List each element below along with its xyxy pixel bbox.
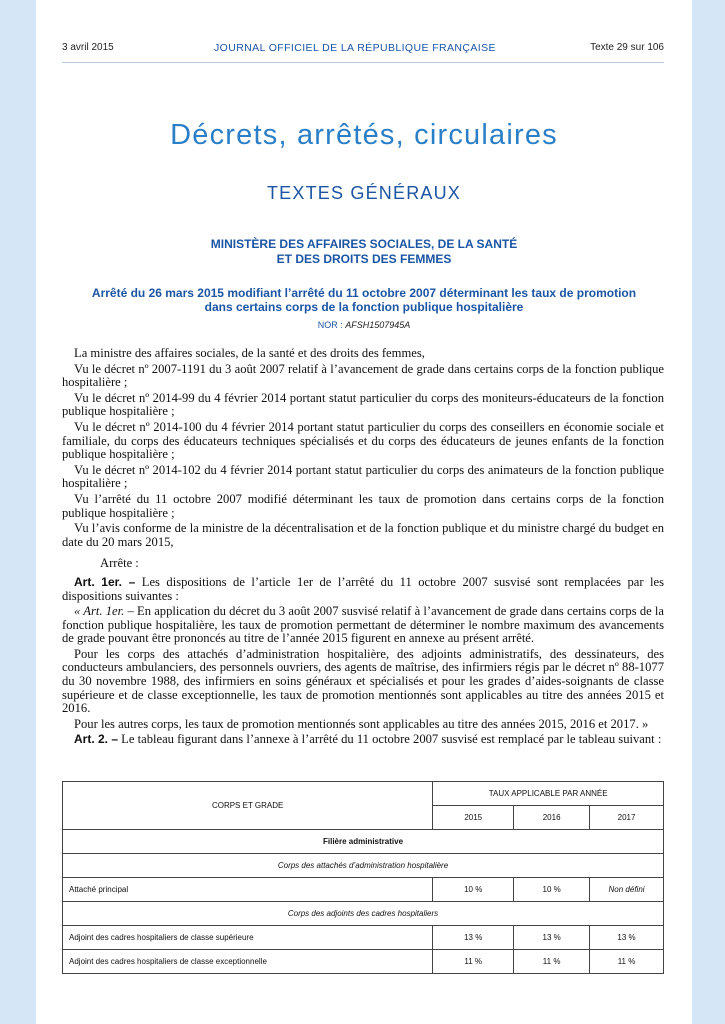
header-year-2015: 2015 xyxy=(433,806,514,830)
article-1-text: Les dispositions de l’article 1er de l’arrêté du 11 octobre 2007 susvisé sont remplacées par les dispositions suivantes : xyxy=(62,574,664,603)
article-1-paragraph-2: Pour les corps des attachés d’administration hospitalière, des adjoints administratifs, des dessinateurs, des conducteurs ambulanciers, des personnels ouvriers, des agents de maîtrise, des infirmiers régis par le décret nº 88-1077 du 30 novembre 1988, des infirmiers en soins généraux et spécialisés et pour les grades d’aides-soignants de classe supérieure et de classe exceptionnelle, les taux de promotion mentionnés sont applicables au titre des années 2015 et 2016. xyxy=(62,646,664,716)
section-title: Décrets, arrêtés, circulaires xyxy=(170,119,558,151)
visa-paragraph: Vu l’arrêté du 11 octobre 2007 modifié déterminant les taux de promotion dans certains corps de la fonction publique hospitalière ; xyxy=(62,491,664,520)
nor-code: AFSH1507945A xyxy=(345,320,411,330)
document-body xyxy=(62,347,664,749)
arrete-heading: Arrête : xyxy=(100,556,139,571)
visa-paragraph: Vu le décret nº 2007-1191 du 3 août 2007 relatif à l’avancement de grade dans certains corps de la fonction publique hospitalière ; xyxy=(62,361,664,390)
filiere-heading: Filière administrative xyxy=(63,830,664,854)
table-row xyxy=(63,878,664,902)
rate-cell: Non défini xyxy=(590,878,664,902)
visa-paragraph: La ministre des affaires sociales, de la santé et des droits des femmes, xyxy=(74,346,425,360)
visa-paragraph: Vu le décret nº 2014-102 du 4 février 2014 portant statut particulier du corps des animateurs de la fonction publique hospitalière ; xyxy=(62,462,664,491)
ministry-name xyxy=(36,237,692,267)
nor-reference xyxy=(36,320,692,330)
corps-heading: Corps des adjoints des cadres hospitaliers xyxy=(63,902,664,926)
grade-cell: Attaché principal xyxy=(63,878,433,902)
article-2-label: Art. 2. – xyxy=(74,732,119,747)
table-header-row xyxy=(63,782,664,806)
table-row xyxy=(63,830,664,854)
rate-cell: 10 % xyxy=(514,878,590,902)
rate-cell: 13 % xyxy=(514,926,590,950)
article-1-quote-label: « Art. 1er. – xyxy=(74,604,134,619)
header-divider xyxy=(62,62,664,63)
header-date: 3 avril 2015 xyxy=(62,42,114,53)
header-journal-name: JOURNAL OFFICIEL DE LA RÉPUBLIQUE FRANÇAISE xyxy=(214,42,496,54)
arrete-title xyxy=(36,286,692,314)
ministry-line-2: ET DES DROITS DES FEMMES xyxy=(276,252,452,266)
nor-label: NOR : xyxy=(317,320,343,330)
visa-paragraph: Vu le décret nº 2014-99 du 4 février 2014 portant statut particulier du corps des moniteurs-éducateurs de la fonction publique hospitalière ; xyxy=(62,390,664,419)
corps-heading: Corps des attachés d’administration hospitalière xyxy=(63,854,664,878)
ministry-line-1: MINISTÈRE DES AFFAIRES SOCIALES, DE LA SANTÉ xyxy=(210,237,518,251)
right-margin-band xyxy=(692,0,725,1024)
visa-paragraph: Vu l’avis conforme de la ministre de la décentralisation et de la fonction publique et du ministre chargé du budget en date du 20 mars 2015, xyxy=(62,521,664,549)
document-page xyxy=(36,0,692,1024)
grade-cell: Adjoint des cadres hospitaliers de classe exceptionnelle xyxy=(63,950,433,974)
table-row xyxy=(63,902,664,926)
promotion-rates-table xyxy=(62,781,664,974)
arrete-title-line-1: Arrêté du 26 mars 2015 modifiant l’arrêté du 11 octobre 2007 déterminant les taux de promotion xyxy=(91,286,637,300)
article-1-paragraph-3: Pour les autres corps, les taux de promotion mentionnés sont applicables au titre des années 2015, 2016 et 2017. » xyxy=(74,716,649,731)
rate-cell: 11 % xyxy=(514,950,590,974)
rate-cell: 13 % xyxy=(433,926,514,950)
article-1-label: Art. 1er. – xyxy=(74,574,136,589)
header-corps-et-grade: CORPS ET GRADE xyxy=(63,782,433,830)
visa-paragraph: Vu le décret nº 2014-100 du 4 février 2014 portant statut particulier du corps des conseillers en économie sociale et familiale, du corps des éducateurs techniques spécialisés et du corps des éducateurs de jeunes enfants de la fonction publique hospitalière ; xyxy=(62,419,664,462)
article-2 xyxy=(62,733,664,747)
rate-cell: 10 % xyxy=(433,878,514,902)
header-text-number: Texte 29 sur 106 xyxy=(590,42,664,53)
article-1-quote xyxy=(62,605,664,646)
rate-cell: 11 % xyxy=(590,950,664,974)
rate-cell: 13 % xyxy=(590,926,664,950)
table-row xyxy=(63,950,664,974)
page-header xyxy=(62,42,664,58)
rate-cell: 11 % xyxy=(433,950,514,974)
left-margin-band xyxy=(0,0,36,1024)
subsection-title: TEXTES GÉNÉRAUX xyxy=(266,183,462,203)
grade-cell: Adjoint des cadres hospitaliers de classe supérieure xyxy=(63,926,433,950)
table-row xyxy=(63,926,664,950)
header-year-2016: 2016 xyxy=(514,806,590,830)
arrete-title-line-2: dans certains corps de la fonction publique hospitalière xyxy=(204,300,524,314)
header-year-2017: 2017 xyxy=(590,806,664,830)
header-taux-applicable: TAUX APPLICABLE PAR ANNÉE xyxy=(433,782,664,806)
article-1 xyxy=(62,576,664,603)
article-2-text: Le tableau figurant dans l’annexe à l’arrêté du 11 octobre 2007 susvisé est remplacé par le tableau suivant : xyxy=(121,732,662,747)
article-1-quote-text: En application du décret du 3 août 2007 susvisé relatif à l’avancement de grade dans certains corps de la fonction publique hospitalière, les taux de promotion permettant de déterminer le nombre maximum des avancements de grade pouvant être prononcés au titre de l’année 2015 figurent en annexe au présent arrêté. xyxy=(62,604,665,646)
table-row xyxy=(63,854,664,878)
